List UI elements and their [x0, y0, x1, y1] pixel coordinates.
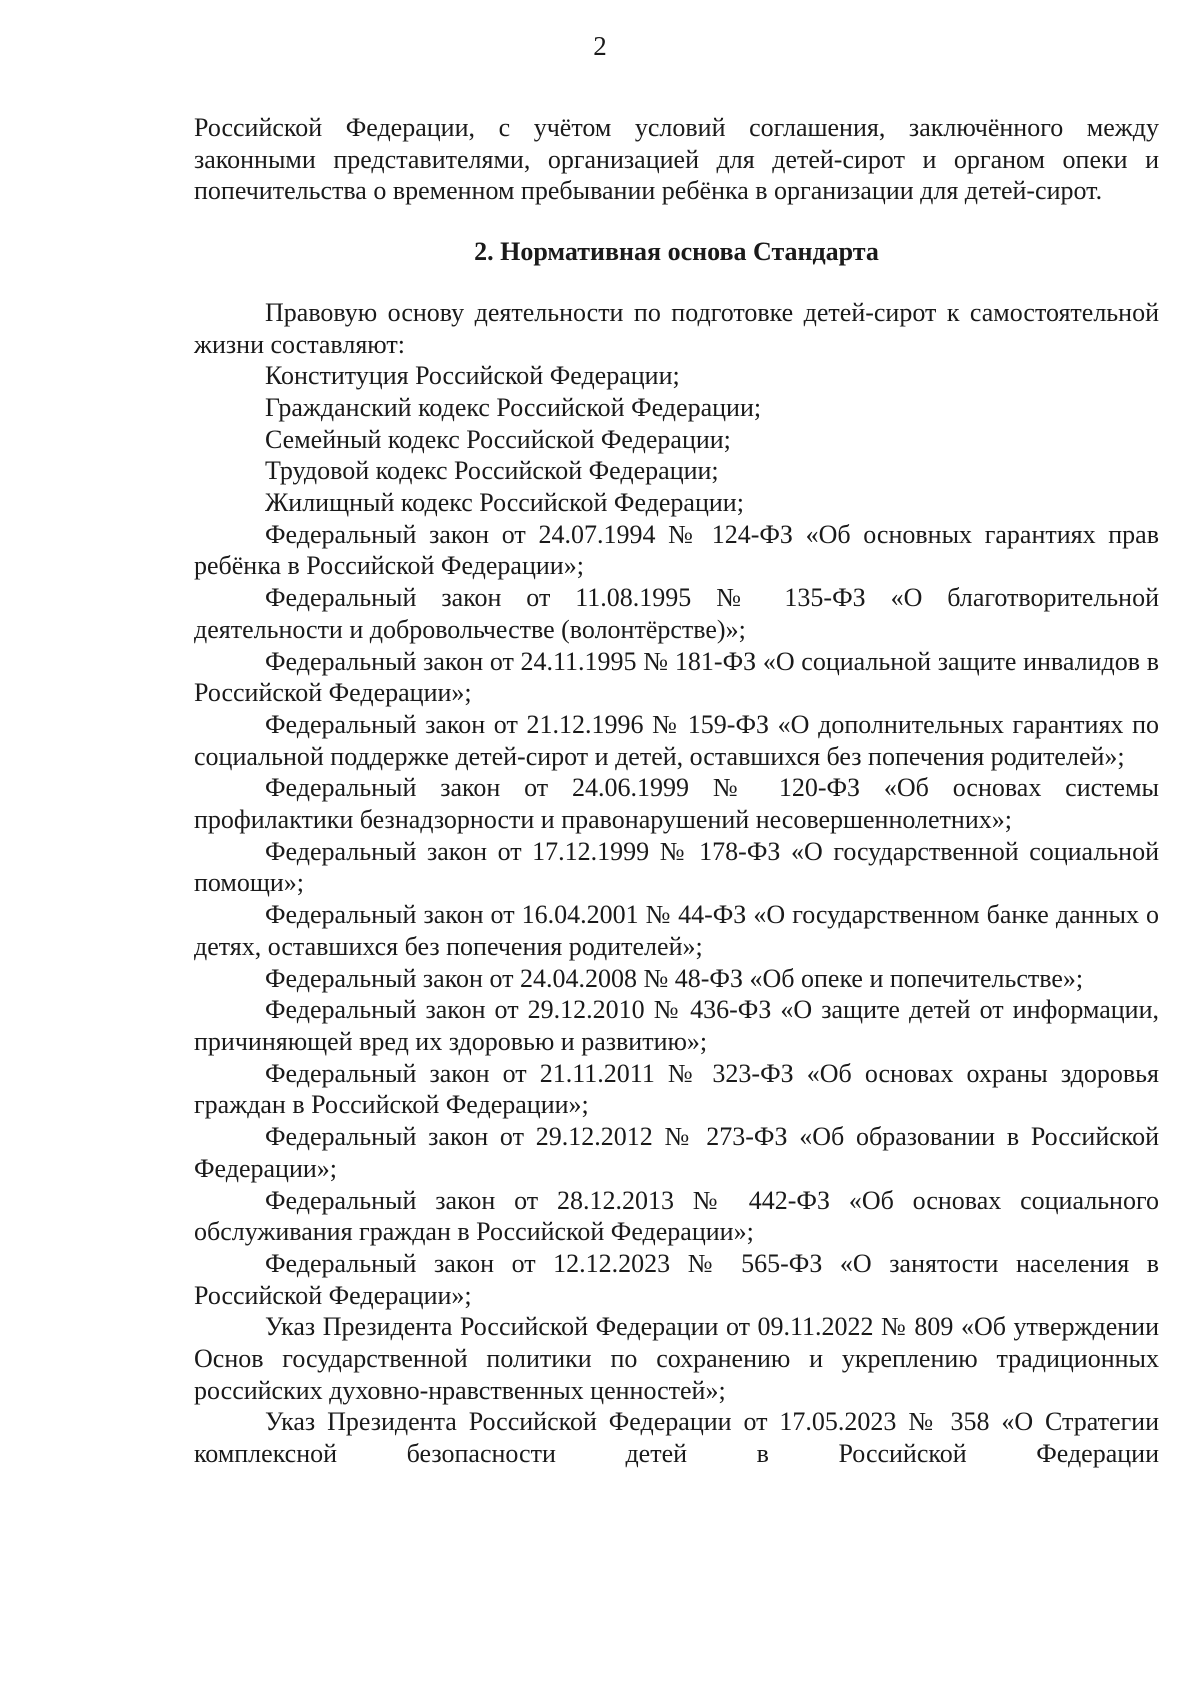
list-item: Указ Президента Российской Федерации от 09.11.2022 № 809 «Об утверждении Основ государственной политики по сохранению и укреплению традиционных российских духовно-нравственных ценностей»; [194, 1312, 1159, 1405]
list-item: Федеральный закон от 29.12.2010 № 436-ФЗ «О защите детей от информации, причиняющей вред их здоровью и развитию»; [194, 995, 1159, 1056]
document-body [194, 112, 1159, 1470]
list-item: Жилищный кодекс Российской Федерации; [265, 488, 744, 518]
list-item: Федеральный закон от 24.11.1995 № 181-ФЗ «О социальной защите инвалидов в Российской Федерации»; [194, 646, 1159, 708]
list-item: Федеральный закон от 28.12.2013 № 442-ФЗ «Об основах социального обслуживания граждан в Российской Федерации»; [194, 1185, 1159, 1247]
list-item: Федеральный закон от 12.12.2023 № 565-ФЗ «О занятости населения в Российской Федерации»; [194, 1248, 1159, 1310]
list-item: Федеральный закон от 17.12.1999 № 178-ФЗ «О государственной социальной помощи»; [194, 836, 1159, 898]
list-item: Федеральный закон от 24.06.1999 № 120-ФЗ «Об основах системы профилактики безнадзорности и правонарушений несовершеннолетних»; [194, 773, 1159, 835]
section-title: 2. Нормативная основа Стандарта [474, 237, 879, 267]
list-item: Семейный кодекс Российской Федерации; [265, 424, 731, 454]
list-item: Гражданский кодекс Российской Федерации; [265, 392, 762, 422]
list-item: Указ Президента Российской Федерации от 17.05.2023 № 358 «О Стратегии комплексной безопасности детей в Российской Федерации [194, 1407, 1159, 1469]
list-item: Федеральный закон от 29.12.2012 № 273-ФЗ «Об образовании в Российской Федерации»; [194, 1122, 1159, 1183]
list-item: Федеральный закон от 21.12.1996 № 159-ФЗ «О дополнительных гарантиях по социальной поддержке детей-сирот и детей, оставшихся без попечения родителей»; [194, 709, 1159, 771]
list-item: Федеральный закон от 24.07.1994 № 124-ФЗ «Об основных гарантиях прав ребёнка в Российской Федерации»; [194, 519, 1159, 581]
list-item: Конституция Российской Федерации; [265, 361, 680, 391]
page-number: 2 [593, 31, 607, 61]
list-item: Федеральный закон от 11.08.1995 № 135-ФЗ «О благотворительной деятельности и добровольчестве (волонтёрстве)»; [194, 583, 1159, 644]
list-item: Трудовой кодекс Российской Федерации; [265, 456, 719, 486]
lead-paragraph: Правовую основу деятельности по подготовке детей-сирот к самостоятельной жизни составляют: [194, 297, 1159, 359]
intro-paragraph: Российской Федерации, с учётом условий соглашения, заключённого между законными представителями, организацией для детей-сирот и органом опеки и попечительства о временном пребывании ребёнка в организации для детей-сирот. [194, 113, 1159, 206]
list-item: Федеральный закон от 16.04.2001 № 44-ФЗ «О государственном банке данных о детях, оставшихся без попечения родителей»; [194, 900, 1159, 961]
list-item: Федеральный закон от 24.04.2008 № 48-ФЗ «Об опеке и попечительстве»; [265, 963, 1084, 993]
list-item: Федеральный закон от 21.11.2011 № 323-ФЗ «Об основах охраны здоровья граждан в Российской Федерации»; [194, 1058, 1159, 1120]
